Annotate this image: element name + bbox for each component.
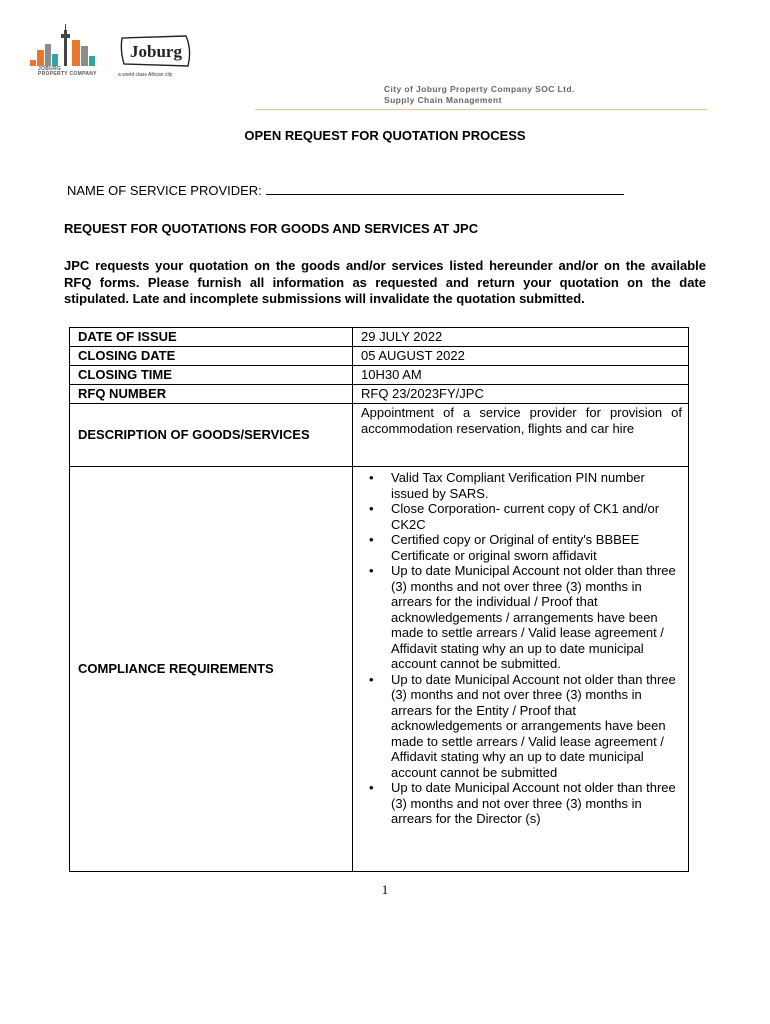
svg-text:Joburg: Joburg [130, 42, 182, 61]
intro-paragraph: JPC requests your quotation on the goods and/or services listed hereunder and/or on the available RFQ forms. Please furnish all information as requested and return your quotation on the date stipulated. Late and incomplete submissions will invalidate the quotation submitted. [64, 258, 706, 306]
list-item: • Close Corporation- current copy of CK1 and/or CK2C [391, 501, 682, 532]
list-item: • Up to date Municipal Account not older than three (3) months and not over three (3) months in arrears for the individual / Proof that acknowledgements / arrangements have been made to settle arrears / Valid lease agreement / Affidavit stating why an up to date municipal account cannot be submitted. [391, 563, 682, 672]
department-name: Supply Chain Management [384, 95, 502, 105]
table-row [70, 467, 689, 872]
row-value: 29 JULY 2022 [353, 328, 689, 347]
joburg-logo [118, 30, 192, 70]
list-item: • Valid Tax Compliant Verification PIN number issued by SARS. [391, 470, 682, 501]
table-row [70, 404, 689, 467]
rfq-details-table [69, 327, 689, 872]
service-provider-blank[interactable] [266, 184, 624, 195]
compliance-label: COMPLIANCE REQUIREMENTS [70, 467, 353, 872]
section-subtitle: REQUEST FOR QUOTATIONS FOR GOODS AND SERVICES AT JPC [64, 221, 479, 236]
header-divider [255, 109, 707, 110]
document-title: OPEN REQUEST FOR QUOTATION PROCESS [244, 128, 526, 143]
service-provider-field [67, 183, 624, 198]
table-row [70, 366, 689, 385]
table-row [70, 328, 689, 347]
row-value: RFQ 23/2023FY/JPC [353, 385, 689, 404]
row-label: CLOSING DATE [70, 347, 353, 366]
row-value: Appointment of a service provider for provision of accommodation reservation, flights and car hire [353, 404, 689, 467]
row-label: RFQ NUMBER [70, 385, 353, 404]
joburg-tagline: a world class African city [118, 72, 173, 78]
list-item: • Up to date Municipal Account not older than three (3) months and not over three (3) months in arrears for the Entity / Proof that acknowledgements or arrangements have been made to settle arrears / Valid lease agreement / Affidavit stating why an up to date municipal account cannot be submitted [391, 672, 682, 781]
compliance-list [361, 470, 682, 827]
list-item: • Certified copy or Original of entity's BBBEE Certificate or original sworn affidavit [391, 532, 682, 563]
row-label: DESCRIPTION OF GOODS/SERVICES [70, 404, 353, 467]
row-label: CLOSING TIME [70, 366, 353, 385]
compliance-list-cell [353, 467, 689, 872]
jpc-logo-text: JOBURG PROPERTY COMPANY [38, 66, 97, 77]
table-row [70, 385, 689, 404]
row-label: DATE OF ISSUE [70, 328, 353, 347]
row-value: 10H30 AM [353, 366, 689, 385]
list-item: • Up to date Municipal Account not older than three (3) months and not over three (3) months in arrears for the Director (s) [391, 780, 682, 827]
company-name: City of Joburg Property Company SOC Ltd. [384, 84, 575, 94]
row-value: 05 AUGUST 2022 [353, 347, 689, 366]
service-provider-label: NAME OF SERVICE PROVIDER: [67, 183, 262, 198]
page-number: 1 [381, 882, 389, 897]
table-row [70, 347, 689, 366]
company-info [384, 84, 575, 106]
